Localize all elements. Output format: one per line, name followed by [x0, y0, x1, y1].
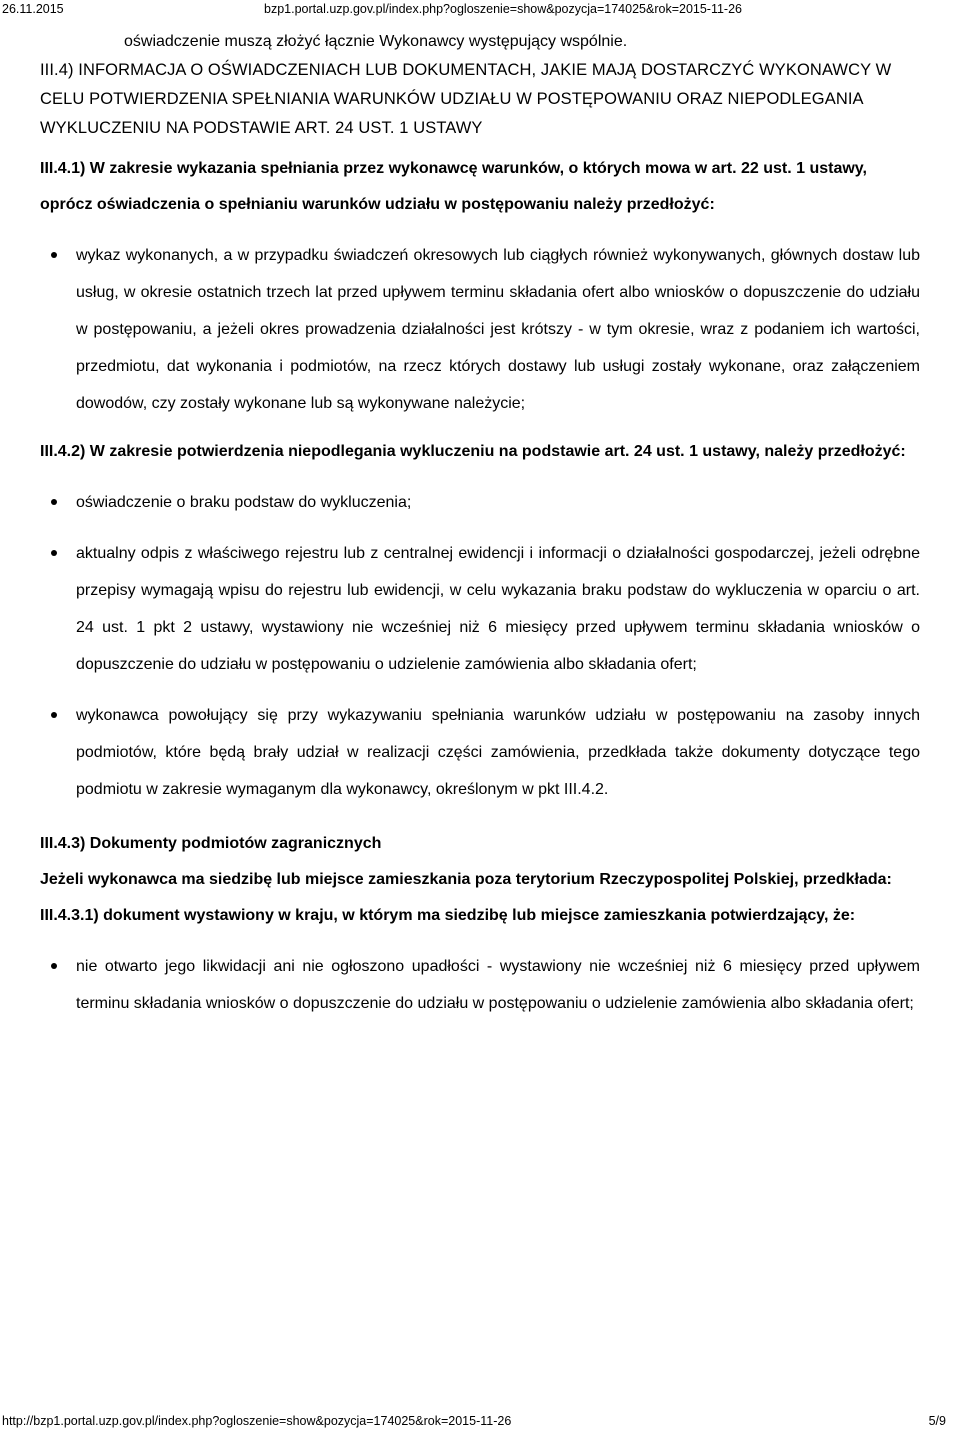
list-item-text: wykonawca powołujący się przy wykazywaniu spełniania warunków udziału w postępowaniu na zasoby innych podmiotów, które będą brały udział w realizacji części zamówienia, przedkłada także dokumenty dotyczące tego podmiotu w zakresie wymaganym dla wykonawcy, określonym w pkt III.4.2. — [76, 707, 920, 798]
print-date: 26.11.2015 — [2, 2, 64, 16]
subsection-2-heading: III.4.2) W zakresie potwierdzenia niepodlegania wykluczeniu na podstawie art. 24 ust. 1 ustawy, należy przedłożyć: — [40, 443, 906, 460]
list-item-text: oświadczenie o braku podstaw do wykluczenia; — [76, 494, 412, 511]
page-number: 5/9 — [928, 1414, 946, 1428]
subsection-3-list — [40, 948, 920, 1022]
intro-text: oświadczenie muszą złożyć łącznie Wykonawcy występujący wspólnie. — [124, 33, 628, 50]
bullet-icon — [51, 499, 57, 505]
list-item-text: aktualny odpis z właściwego rejestru lub z centralnej ewidencji i informacji o działalności gospodarczej, jeżeli odrębne przepisy wymagają wpisu do rejestru lub ewidencji, w celu wykazania braku podstaw do wykluczenia w oparciu o art. 24 ust. 1 pkt 2 ustawy, wystawiony nie wcześniej niż 6 miesięcy przed upływem terminu składania wniosków o dopuszczenie do udziału w postępowaniu o udzielenie zamówienia albo składania ofert; — [76, 545, 920, 673]
list-item-text: wykaz wykonanych, a w przypadku świadczeń okresowych lub ciągłych również wykonywanych, głównych dostaw lub usług, w okresie ostatnich trzech lat przed upływem terminu składania ofert albo wniosków o dopuszczenie do udziału w postępowaniu, a jeżeli okres prowadzenia działalności jest krótszy - w tym okresie, wraz z podaniem ich wartości, przedmiotu, dat wykonania i podmiotów, na rzecz których dostawy lub usługi zostały wykonane, oraz załączeniem dowodów, czy zostały wykonane lub są wykonywane należycie; — [76, 247, 920, 412]
print-url: bzp1.portal.uzp.gov.pl/index.php?ogloszenie=show&pozycja=174025&rok=2015-11-26 — [264, 2, 743, 16]
subsection-1-heading: III.4.1) W zakresie wykazania spełniania przez wykonawcę warunków, o których mowa w art. 22 ust. 1 ustawy, oprócz oświadczenia o spełnianiu warunków udziału w postępowaniu należy przedłożyć: — [40, 160, 867, 213]
section-heading: III.4) INFORMACJA O OŚWIADCZENIACH LUB DOKUMENTACH, JAKIE MAJĄ DOSTARCZYĆ WYKONAWCY W CELU POTWIERDZENIA SPEŁNIANIA WARUNKÓW UDZIAŁU W POSTĘPOWANIU ORAZ NIEPODLEGANIA WYKLUCZENIU NA PODSTAWIE ART. 24 UST. 1 USTAWY — [40, 61, 892, 137]
bullet-icon — [51, 963, 57, 969]
print-header — [2, 2, 946, 18]
subsection-1-list — [40, 237, 920, 422]
bullet-icon — [51, 712, 57, 718]
document-body — [40, 30, 920, 1022]
bullet-icon — [51, 550, 57, 556]
list-item — [76, 484, 920, 521]
print-footer — [2, 1414, 946, 1430]
footer-url: http://bzp1.portal.uzp.gov.pl/index.php?ogloszenie=show&pozycja=174025&rok=2015-11-26 — [2, 1414, 512, 1428]
bullet-icon — [51, 252, 57, 258]
subsection-2-list — [40, 484, 920, 808]
subsection-3-1-heading: III.4.3.1) dokument wystawiony w kraju, w którym ma siedzibę lub miejsce zamieszkania potwierdzający, że: — [40, 907, 856, 924]
subsection-3-heading: III.4.3) Dokumenty podmiotów zagranicznych — [40, 835, 382, 852]
list-item — [76, 237, 920, 422]
list-item — [76, 948, 920, 1022]
list-item — [76, 697, 920, 808]
list-item — [76, 535, 920, 683]
subsection-3-intro: Jeżeli wykonawca ma siedzibę lub miejsce zamieszkania poza terytorium Rzeczypospolitej Polskiej, przedkłada: — [40, 871, 892, 888]
list-item-text: nie otwarto jego likwidacji ani nie ogłoszono upadłości - wystawiony nie wcześniej niż 6 miesięcy przed upływem terminu składania wniosków o dopuszczenie do udziału w postępowaniu o udzielenie zamówienia albo składania ofert; — [76, 958, 920, 1012]
